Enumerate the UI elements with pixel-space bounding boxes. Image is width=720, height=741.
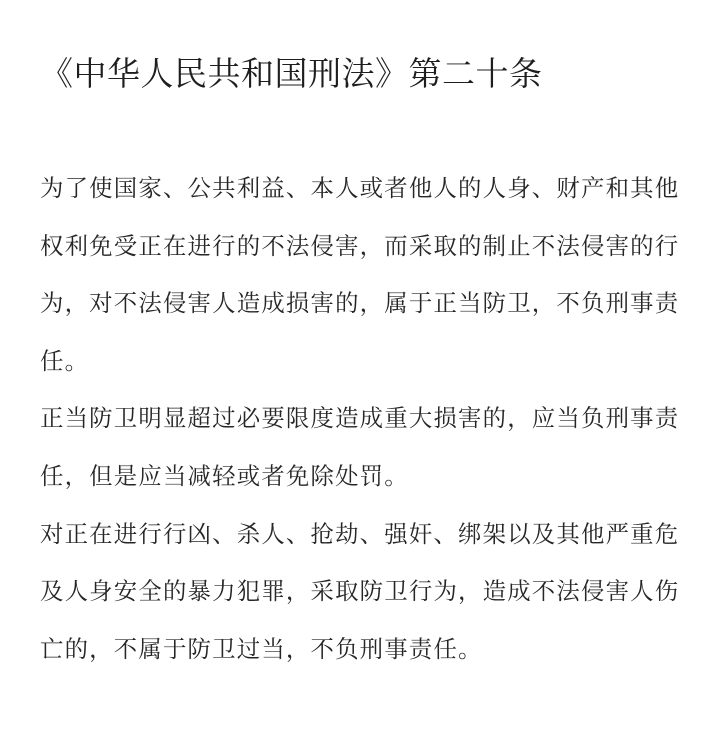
article-body (40, 160, 688, 678)
article-paragraph-3: 对正在进行行凶、杀人、抢劫、强奸、绑架以及其他严重危及人身安全的暴力犯罪，采取防卫行为，造成不法侵害人伤亡的，不属于防卫过当，不负刑事责任。 (40, 519, 680, 663)
article-paragraph-1: 为了使国家、公共利益、本人或者他人的人身、财产和其他权利免受正在进行的不法侵害，而采取的制止不法侵害的行为，对不法侵害人造成损害的，属于正当防卫，不负刑事责任。 (40, 174, 680, 375)
article-title: 《中华人民共和国刑法》第二十条 (40, 54, 543, 93)
article-paragraph-2: 正当防卫明显超过必要限度造成重大损害的，应当负刑事责任，但是应当减轻或者免除处罚。 (40, 404, 680, 490)
